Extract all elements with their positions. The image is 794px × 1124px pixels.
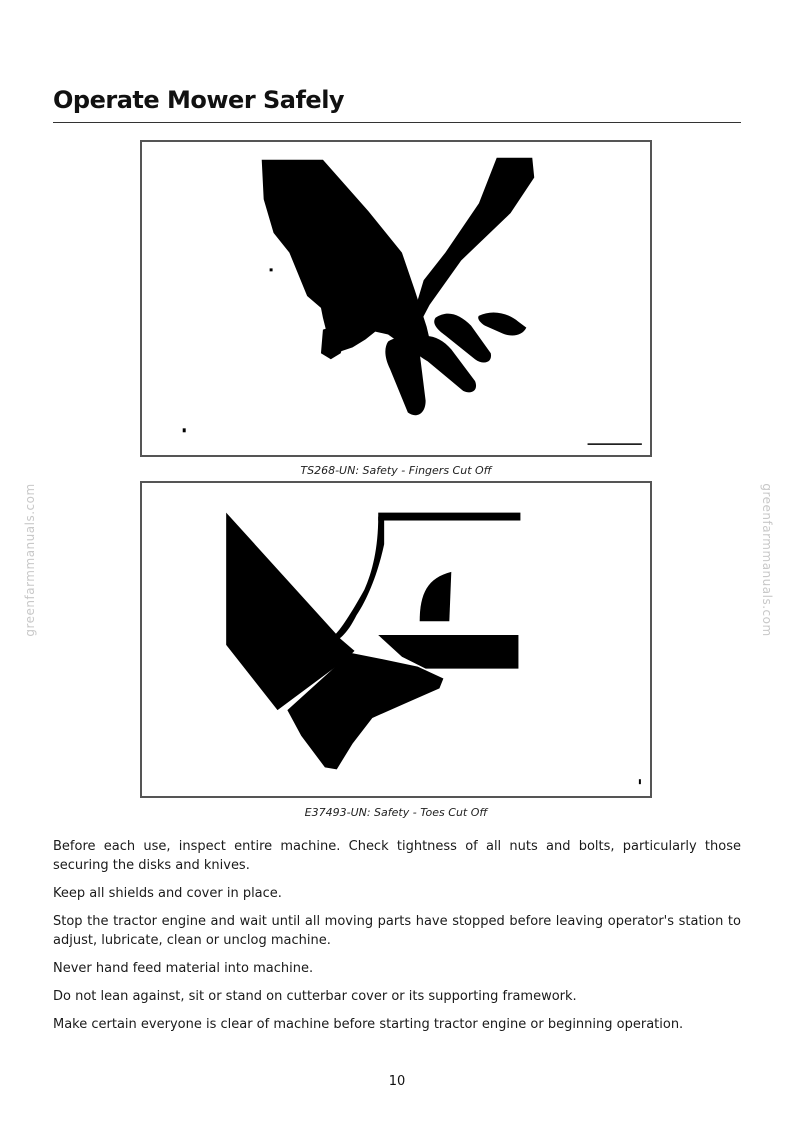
fingers-cut-off-icon bbox=[142, 142, 650, 455]
title-divider bbox=[53, 122, 741, 123]
paragraph: Before each use, inspect entire machine. Check tightness of all nuts and bolts, particularly those securing the disks and knives. bbox=[53, 839, 741, 873]
watermark-right: greenfarmmanuals.com bbox=[760, 483, 774, 637]
figure-toes-cut-off bbox=[140, 481, 652, 798]
page-number: 10 bbox=[388, 1074, 406, 1089]
figure-caption-fingers: TS268-UN: Safety - Fingers Cut Off bbox=[300, 464, 492, 477]
paragraph: Make certain everyone is clear of machine before starting tractor engine or beginning operation. bbox=[53, 1017, 684, 1032]
body-text bbox=[53, 837, 741, 1043]
toes-cut-off-icon bbox=[142, 483, 650, 796]
paragraph: Never hand feed material into machine. bbox=[53, 961, 314, 976]
page-title: Operate Mower Safely bbox=[53, 86, 345, 114]
watermark-left: greenfarmmanuals.com bbox=[23, 483, 37, 637]
paragraph: Stop the tractor engine and wait until all moving parts have stopped before leaving operator's station to adjust, lubricate, clean or unclog machine. bbox=[53, 914, 741, 948]
paragraph: Do not lean against, sit or stand on cutterbar cover or its supporting framework. bbox=[53, 989, 577, 1004]
paragraph: Keep all shields and cover in place. bbox=[53, 886, 282, 901]
figure-fingers-cut-off bbox=[140, 140, 652, 457]
figure-caption-toes: E37493-UN: Safety - Toes Cut Off bbox=[304, 806, 488, 819]
